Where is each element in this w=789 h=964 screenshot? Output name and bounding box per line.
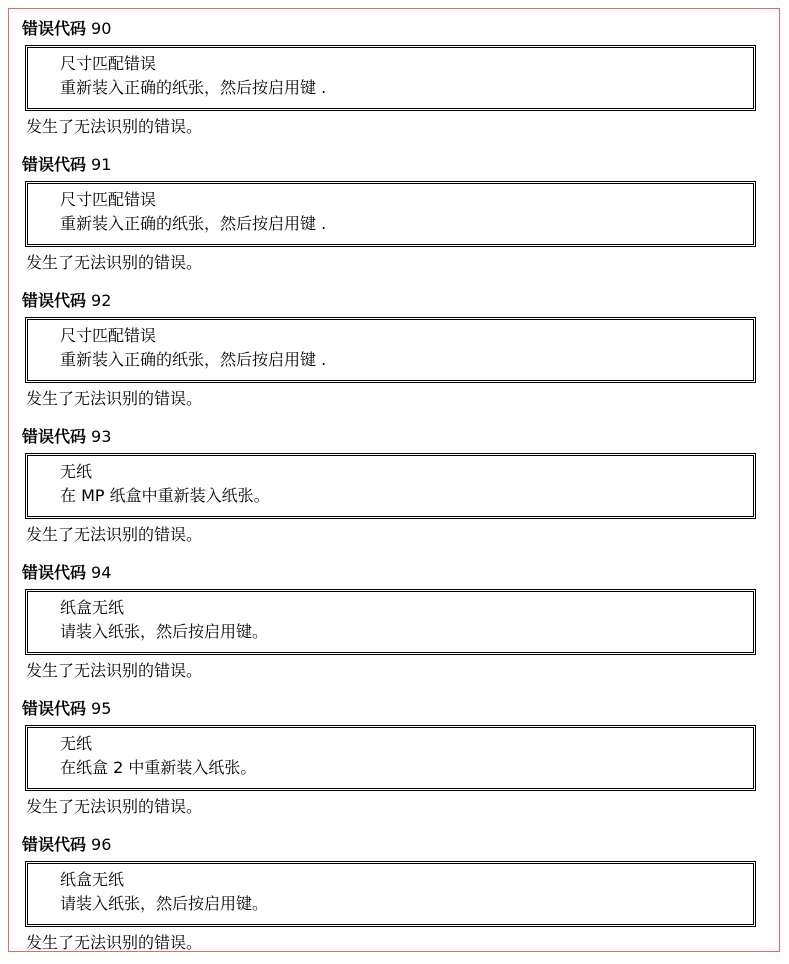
error-code-number: 92 bbox=[91, 291, 112, 310]
error-code-heading bbox=[22, 834, 111, 856]
error-code-heading bbox=[22, 290, 111, 312]
display-message-title: 纸盒无纸 bbox=[60, 598, 125, 617]
error-code-heading bbox=[22, 698, 111, 720]
error-entry bbox=[0, 556, 789, 692]
error-code-label: 错误代码 bbox=[22, 699, 87, 718]
display-message-body: 重新装入正确的纸张，然后按启用键 . bbox=[60, 350, 327, 369]
display-message-body: 重新装入正确的纸张，然后按启用键 . bbox=[60, 78, 327, 97]
error-code-heading bbox=[22, 562, 111, 584]
display-message-title: 尺寸匹配错误 bbox=[60, 54, 157, 73]
error-code-heading bbox=[22, 154, 111, 176]
error-entry bbox=[0, 420, 789, 556]
error-code-number: 96 bbox=[91, 835, 112, 854]
display-message-box bbox=[25, 453, 756, 519]
error-code-label: 错误代码 bbox=[22, 563, 87, 582]
error-entry bbox=[0, 12, 789, 148]
error-code-number: 93 bbox=[91, 427, 112, 446]
display-message-box bbox=[25, 45, 756, 111]
error-entry bbox=[0, 828, 789, 964]
error-description: 发生了无法识别的错误。 bbox=[26, 389, 203, 408]
error-code-heading bbox=[22, 18, 111, 40]
display-message-box bbox=[25, 589, 756, 655]
error-entry bbox=[0, 284, 789, 420]
display-message-title: 无纸 bbox=[60, 462, 93, 481]
display-message-body: 在 MP 纸盒中重新装入纸张。 bbox=[60, 486, 270, 505]
error-code-heading bbox=[22, 426, 111, 448]
error-code-number: 95 bbox=[91, 699, 112, 718]
display-message-body: 重新装入正确的纸张，然后按启用键 . bbox=[60, 214, 327, 233]
error-entry bbox=[0, 148, 789, 284]
error-code-label: 错误代码 bbox=[22, 835, 87, 854]
error-code-number: 90 bbox=[91, 19, 112, 38]
error-description: 发生了无法识别的错误。 bbox=[26, 525, 203, 544]
display-message-box bbox=[25, 861, 756, 927]
display-message-title: 无纸 bbox=[60, 734, 93, 753]
error-description: 发生了无法识别的错误。 bbox=[26, 661, 203, 680]
display-message-title: 尺寸匹配错误 bbox=[60, 190, 157, 209]
error-code-number: 91 bbox=[91, 155, 112, 174]
display-message-title: 纸盒无纸 bbox=[60, 870, 125, 889]
error-code-label: 错误代码 bbox=[22, 291, 87, 310]
display-message-body: 请装入纸张，然后按启用键。 bbox=[60, 622, 269, 641]
display-message-body: 在纸盒 2 中重新装入纸张。 bbox=[60, 758, 257, 777]
error-code-label: 错误代码 bbox=[22, 155, 87, 174]
error-description: 发生了无法识别的错误。 bbox=[26, 117, 203, 136]
error-entry bbox=[0, 692, 789, 828]
display-message-box bbox=[25, 317, 756, 383]
display-message-box bbox=[25, 181, 756, 247]
display-message-title: 尺寸匹配错误 bbox=[60, 326, 157, 345]
error-description: 发生了无法识别的错误。 bbox=[26, 797, 203, 816]
error-code-label: 错误代码 bbox=[22, 427, 87, 446]
error-description: 发生了无法识别的错误。 bbox=[26, 933, 203, 952]
error-description: 发生了无法识别的错误。 bbox=[26, 253, 203, 272]
display-message-box bbox=[25, 725, 756, 791]
error-code-label: 错误代码 bbox=[22, 19, 87, 38]
display-message-body: 请装入纸张，然后按启用键。 bbox=[60, 894, 269, 913]
error-code-number: 94 bbox=[91, 563, 112, 582]
